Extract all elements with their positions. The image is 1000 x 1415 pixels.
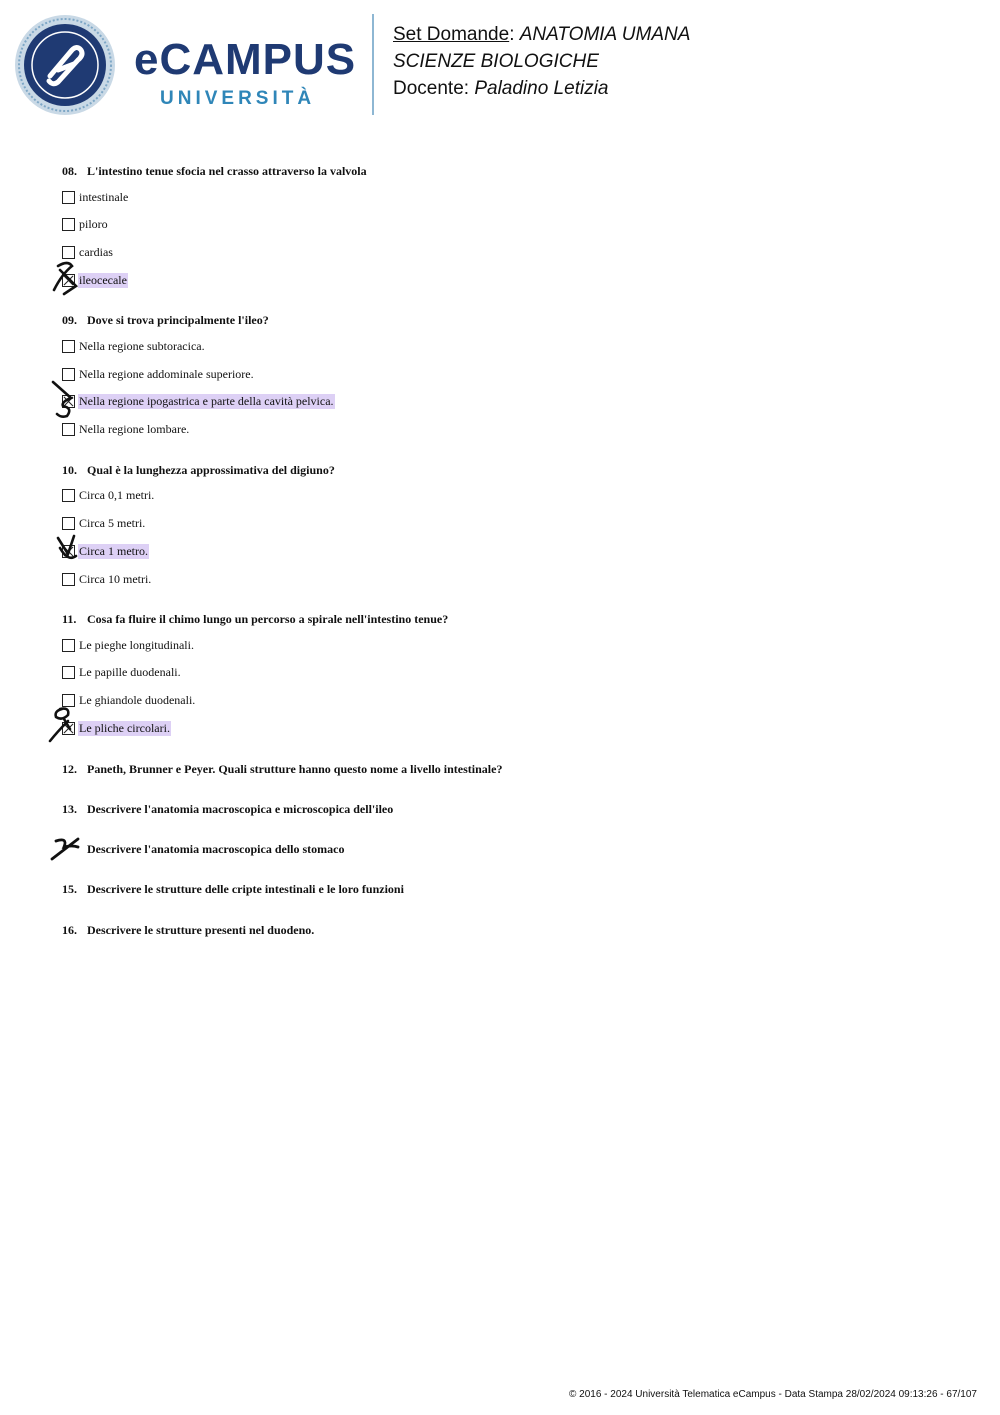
question-text: Dove si trova principalmente l'ileo?: [87, 313, 269, 328]
answer-checkbox[interactable]: [62, 489, 75, 502]
question-text: Paneth, Brunner e Peyer. Quali strutture hanno questo nome a livello intestinale?: [87, 761, 503, 776]
question-title: [62, 163, 962, 179]
question-text: Qual è la lunghezza approssimativa del digiuno?: [87, 462, 335, 477]
answer-checkbox[interactable]: [62, 191, 75, 204]
question-text: Descrivere l'anatomia macroscopica dello stomaco: [87, 841, 345, 856]
header-divider: [372, 14, 374, 115]
question-title: [62, 881, 962, 897]
question-title: [62, 312, 962, 328]
question-number: 09.: [62, 313, 77, 328]
answer-checkbox[interactable]: [62, 694, 75, 707]
question-number: 08.: [62, 164, 77, 178]
question-number: 10.: [62, 462, 77, 477]
question-title: [62, 922, 962, 938]
set-label: Set Domande: [393, 24, 510, 45]
question-15: [62, 881, 962, 897]
answer-option[interactable]: [62, 338, 962, 354]
answer-checkbox[interactable]: [62, 368, 75, 381]
answer-checkbox[interactable]: [62, 517, 75, 530]
question-09: [62, 312, 962, 437]
answer-text: Le ghiandole duodenali.: [79, 693, 196, 708]
answer-checkbox[interactable]: [62, 218, 75, 231]
page-header: [0, 0, 1000, 130]
answer-text: ileocecale: [79, 272, 127, 287]
answer-option[interactable]: [62, 217, 962, 233]
teacher-label: Docente:: [393, 78, 470, 99]
question-13: [62, 801, 962, 817]
answer-option[interactable]: [62, 422, 962, 438]
teacher-name: Paladino Letizia: [474, 78, 609, 99]
question-title: [62, 761, 962, 777]
brand-subtitle: UNIVERSITÀ: [160, 88, 316, 109]
brand-wordmark: eCAMPUS: [134, 35, 357, 84]
answer-options: [62, 338, 962, 437]
answer-checkbox[interactable]: [62, 340, 75, 353]
question-number: 16.: [62, 922, 77, 937]
answer-option-selected[interactable]: [62, 394, 962, 410]
answer-checkbox[interactable]: [62, 666, 75, 679]
question-text: Descrivere le strutture presenti nel duodeno.: [87, 922, 315, 937]
course-name: SCIENZE BIOLOGICHE: [393, 51, 599, 72]
question-title: [62, 462, 962, 478]
question-10: [62, 462, 962, 587]
answer-text: Nella regione ipogastrica e parte della cavità pelvica.: [79, 394, 334, 409]
question-12: [62, 761, 962, 777]
question-text: L'intestino tenue sfocia nel crasso attraverso la valvola: [87, 164, 367, 178]
question-11: [62, 611, 962, 736]
question-text: Cosa fa fluire il chimo lungo un percorso a spirale nell'intestino tenue?: [87, 612, 449, 627]
answer-options: [62, 637, 962, 736]
answer-checkbox[interactable]: [62, 246, 75, 259]
question-number: [62, 841, 87, 857]
answer-text: Nella regione lombare.: [79, 422, 190, 437]
answer-option[interactable]: [62, 637, 962, 653]
answer-options: [62, 189, 962, 288]
answer-option[interactable]: [62, 245, 962, 261]
answer-text: cardias: [79, 245, 113, 260]
question-text: Descrivere le strutture delle cripte intestinali e le loro funzioni: [87, 881, 404, 896]
answer-text: Le papille duodenali.: [79, 665, 181, 680]
university-seal-logo: [14, 14, 116, 116]
question-number: 15.: [62, 881, 77, 896]
answer-checkbox[interactable]: [62, 423, 75, 436]
answer-option-selected[interactable]: [62, 543, 962, 559]
answer-option[interactable]: [62, 366, 962, 382]
question-title: [62, 611, 962, 627]
answer-checkbox-checked[interactable]: [62, 274, 75, 287]
question-16: [62, 922, 962, 938]
question-title: [62, 841, 962, 857]
question-text: Descrivere l'anatomia macroscopica e microscopica dell'ileo: [87, 801, 394, 816]
question-list: [62, 163, 962, 938]
answer-option[interactable]: [62, 516, 962, 532]
answer-option[interactable]: [62, 693, 962, 709]
answer-option-selected[interactable]: [62, 272, 962, 288]
course-line: [393, 48, 690, 75]
set-value: ANATOMIA UMANA: [519, 24, 691, 45]
answer-option[interactable]: [62, 488, 962, 504]
answer-option[interactable]: [62, 571, 962, 587]
question-14: [62, 841, 962, 857]
answer-text: Le pieghe longitudinali.: [79, 637, 194, 652]
header-info: [393, 21, 690, 102]
answer-checkbox[interactable]: [62, 573, 75, 586]
answer-text: Circa 1 metro.: [79, 543, 148, 558]
answer-option[interactable]: [62, 665, 962, 681]
question-number: 13.: [62, 801, 77, 816]
answer-text: Nella regione subtoracica.: [79, 338, 205, 353]
answer-text: Circa 0,1 metri.: [79, 488, 155, 503]
answer-text: piloro: [79, 217, 108, 232]
teacher-line: [393, 75, 690, 102]
question-number: 12.: [62, 761, 77, 776]
answer-text: intestinale: [79, 189, 129, 204]
answer-checkbox-checked[interactable]: [62, 545, 75, 558]
set-line: Set Domande: ANATOMIA UMANA: [393, 24, 691, 45]
answer-text: Circa 5 metri.: [79, 516, 146, 531]
answer-checkbox[interactable]: [62, 639, 75, 652]
answer-option-selected[interactable]: [62, 721, 962, 737]
answer-checkbox-checked[interactable]: [62, 395, 75, 408]
answer-options: [62, 488, 962, 587]
question-08: [62, 163, 962, 288]
question-number: 11.: [62, 612, 77, 627]
answer-checkbox-checked[interactable]: [62, 722, 75, 735]
answer-text: Nella regione addominale superiore.: [79, 366, 254, 381]
answer-option[interactable]: [62, 189, 962, 205]
answer-text: Le pliche circolari.: [79, 721, 170, 736]
question-title: [62, 801, 962, 817]
answer-text: Circa 10 metri.: [79, 571, 152, 586]
page-footer: © 2016 - 2024 Università Telematica eCampus - Data Stampa 28/02/2024 09:13:26 - 67/107: [569, 1389, 977, 1400]
